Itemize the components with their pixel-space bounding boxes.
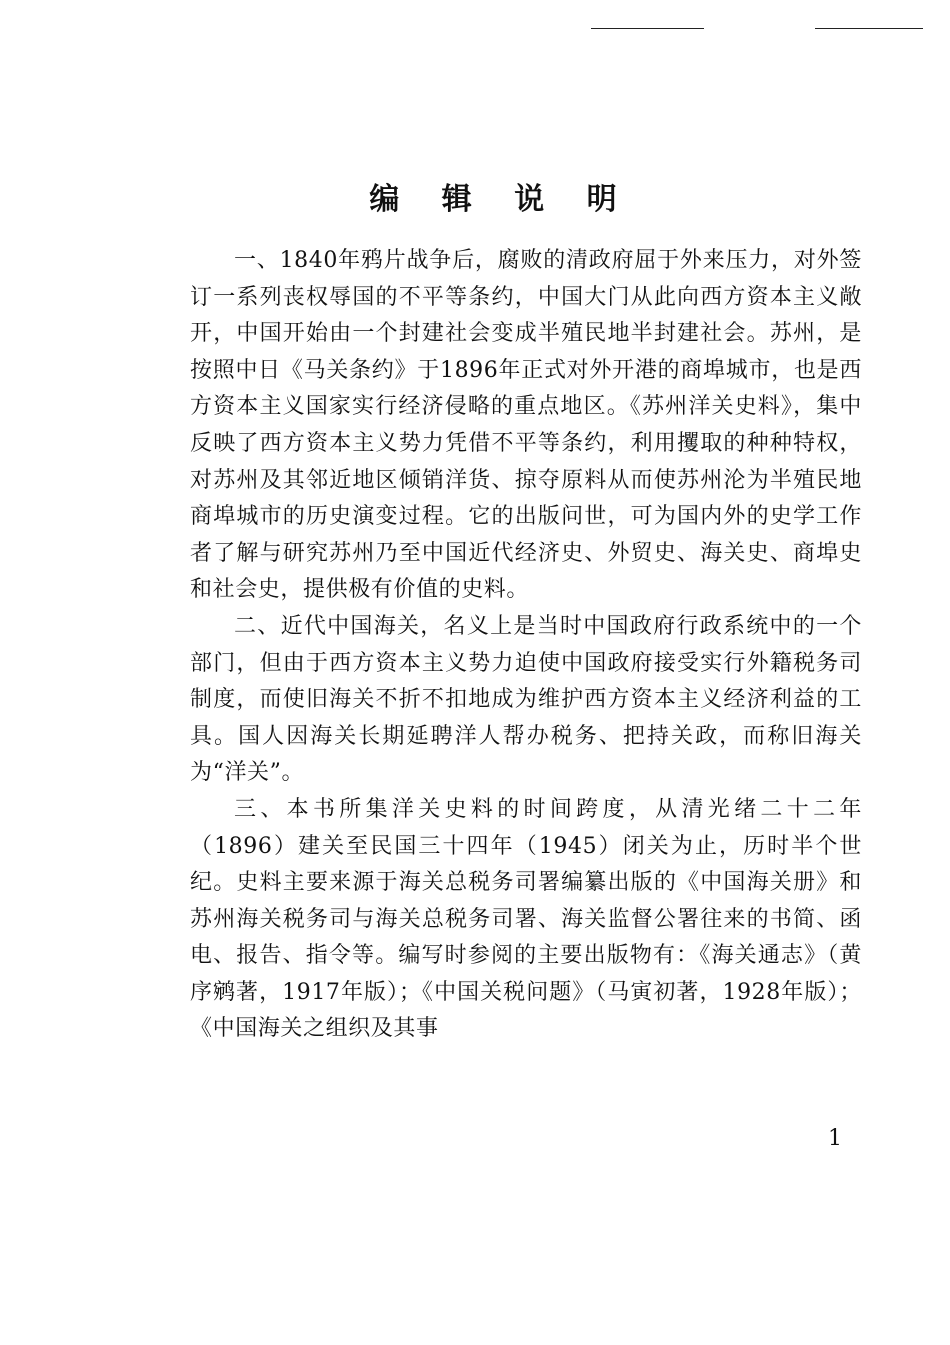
header-rule-right <box>815 28 923 29</box>
page-number: 1 <box>828 1126 842 1151</box>
paragraph-2: 二、近代中国海关，名义上是当时中国政府行政系统中的一个部门，但由于西方资本主义势力迫使中国政府接受实行外籍税务司制度，而使旧海关不折不扣地成为维护西方资本主义经济利益的工具。国人因海关长期延聘洋人帮办税务、把持关政，而称旧海关为“洋关”。 <box>190 613 862 786</box>
paragraph-3: 三、本书所集洋关史料的时间跨度，从清光绪二十二年（1896）建关至民国三十四年（1945）闭关为止，历时半个世纪。史料主要来源于海关总税务司署编纂出版的《中国海关册》和苏州海关税务司与海关总税务司署、海关监督公署往来的书简、函电、报告、指令等。编写时参阅的主要出版物有：《海关通志》（黄序鹓著，1917年版）；《中国关税问题》（马寅初著，1928年版）；《中国海关之组织及其事 <box>190 796 862 1042</box>
header-rule-left <box>591 28 704 29</box>
page-title: 编 辑 说 明 <box>369 182 633 217</box>
body-text <box>190 243 862 1048</box>
paragraph-1: 一、1840年鸦片战争后，腐败的清政府屈于外来压力，对外签订一系列丧权辱国的不平等条约，中国大门从此向西方资本主义敞开，中国开始由一个封建社会变成半殖民地半封建社会。苏州，是按照中日《马关条约》于1896年正式对外开港的商埠城市，也是西方资本主义国家实行经济侵略的重点地区。《苏州洋关史料》，集中反映了西方资本主义势力凭借不平等条约，利用攫取的种种特权，对苏州及其邻近地区倾销洋货、掠夺原料从而使苏州沦为半殖民地商埠城市的历史演变过程。它的出版问世，可为国内外的史学工作者了解与研究苏州乃至中国近代经济史、外贸史、海关史、商埠史和社会史，提供极有价值的史料。 <box>190 248 862 603</box>
